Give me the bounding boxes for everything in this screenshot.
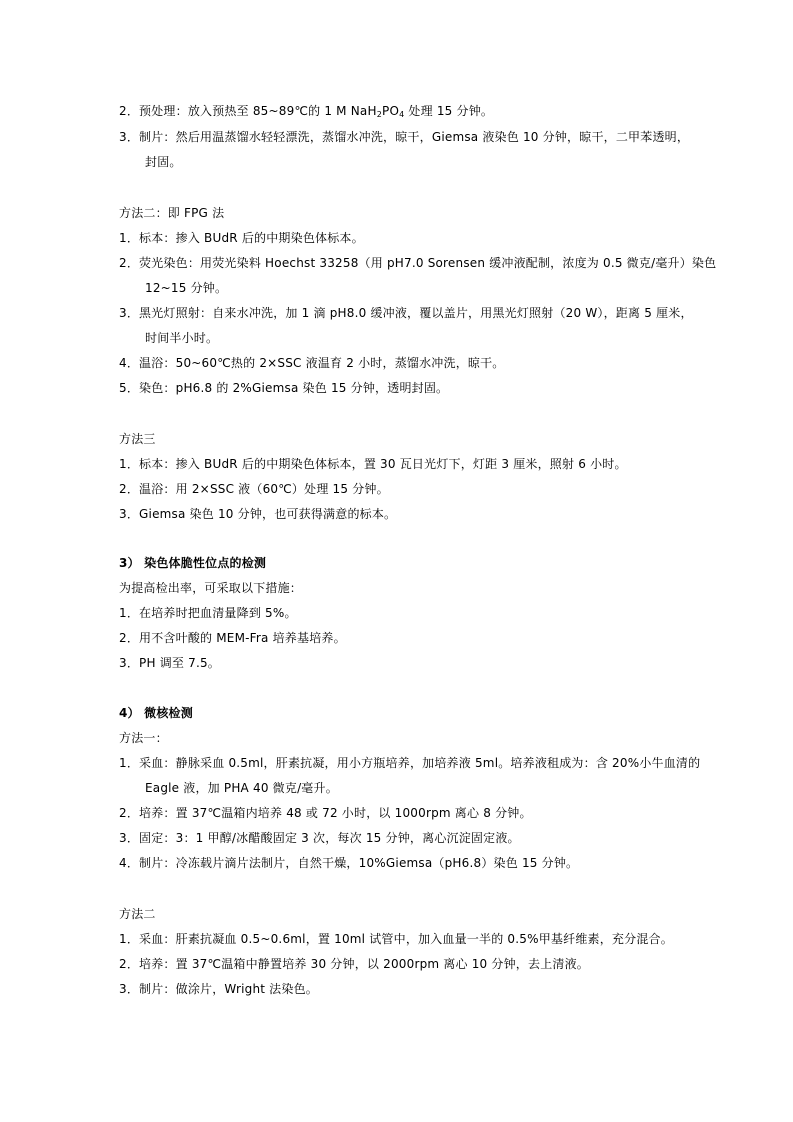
method1-step3-continued: 封固。 [145,155,182,169]
method2-step1: 1．标本：掺入 BUdR 后的中期染色体标本。 [119,231,364,245]
method3-step3: 3．Giemsa 染色 10 分钟，也可获得满意的标本。 [119,507,397,521]
method1-step3-slide: 3．制片：然后用温蒸馏水轻轻漂洗，蒸馏水冲洗，晾干，Giemsa 液染色 10 分钟，晾干，二甲苯透明， [119,130,690,144]
section4-method1-step3: 3．固定：3：1 甲醇/冰醋酸固定 3 次，每次 15 分钟，离心沉淀固定液。 [119,831,520,845]
method3-step2: 2．温浴：用 2×SSC 液（60℃）处理 15 分钟。 [119,482,389,496]
section4-method2-step1: 1．采血：肝素抗凝血 0.5~0.6ml，置 10ml 试管中，加入血量一半的 0.5%甲基纤维素，充分混合。 [119,932,673,946]
section4-method1-step1-continued: Eagle 液，加 PHA 40 微克/毫升。 [145,781,338,795]
method1-step2-preprocess: 2．预处理：放入预热至 85~89℃的 1 M $NaH_2PO_4$ 处理 15 分钟。 [119,104,494,119]
method2-step5: 5．染色：pH6.8 的 2%Giemsa 染色 15 分钟，透明封固。 [119,381,449,395]
method2-step4: 4．温浴：50~60℃热的 2×SSC 液温育 2 小时，蒸馏水冲洗，晾干。 [119,356,505,370]
section3-measure3: 3．PH 调至 7.5。 [119,656,221,670]
method2-step3-continued: 时间半小时。 [145,331,219,345]
method2-step3: 3．黑光灯照射：自来水冲洗，加 1 滴 pH8.0 缓冲液，覆以盖片，用黑光灯照射（20 W），距离 5 厘米， [119,306,693,320]
section4-method1-heading: 方法一： [119,731,168,745]
section4-method2-heading: 方法二 [119,907,156,921]
section4-heading: 4） 微核检测 [119,706,193,720]
section3-measure1: 1．在培养时把血清量降到 5%。 [119,606,297,620]
section4-method1-step1: 1．采血：静脉采血 0.5ml，肝素抗凝，用小方瓶培养，加培养液 5ml。培养液租成为：含 20%小牛血清的 [119,756,701,770]
method3-step1: 1．标本：掺入 BUdR 后的中期染色体标本，置 30 瓦日光灯下，灯距 3 厘米，照射 6 小时。 [119,457,627,471]
method2-step2-continued: 12~15 分钟。 [145,281,228,295]
method3-heading: 方法三 [119,432,156,446]
section4-method2-step3: 3．制片：做涂片，Wright 法染色。 [119,982,318,996]
section4-method1-step2: 2．培养：置 37℃温箱内培养 48 或 72 小时，以 1000rpm 离心 8 分钟。 [119,806,532,820]
section4-method1-step4: 4．制片：冷冻载片滴片法制片，自然干燥，10%Giemsa（pH6.8）染色 15 分钟。 [119,856,579,870]
method2-heading: 方法二：即 FPG 法 [119,206,225,220]
section3-measure2: 2．用不含叶酸的 MEM-Fra 培养基培养。 [119,631,346,645]
method2-step2: 2．荧光染色：用荧光染料 Hoechst 33258（用 pH7.0 Sorensen 缓冲液配制，浓度为 0.5 微克/毫升）染色 [119,256,717,270]
section3-heading: 3） 染色体脆性位点的检测 [119,556,267,570]
section3-intro: 为提高检出率，可采取以下措施： [119,581,303,595]
section4-method2-step2: 2．培养：置 37℃温箱中静置培养 30 分钟，以 2000rpm 离心 10 分钟，去上清液。 [119,957,590,971]
